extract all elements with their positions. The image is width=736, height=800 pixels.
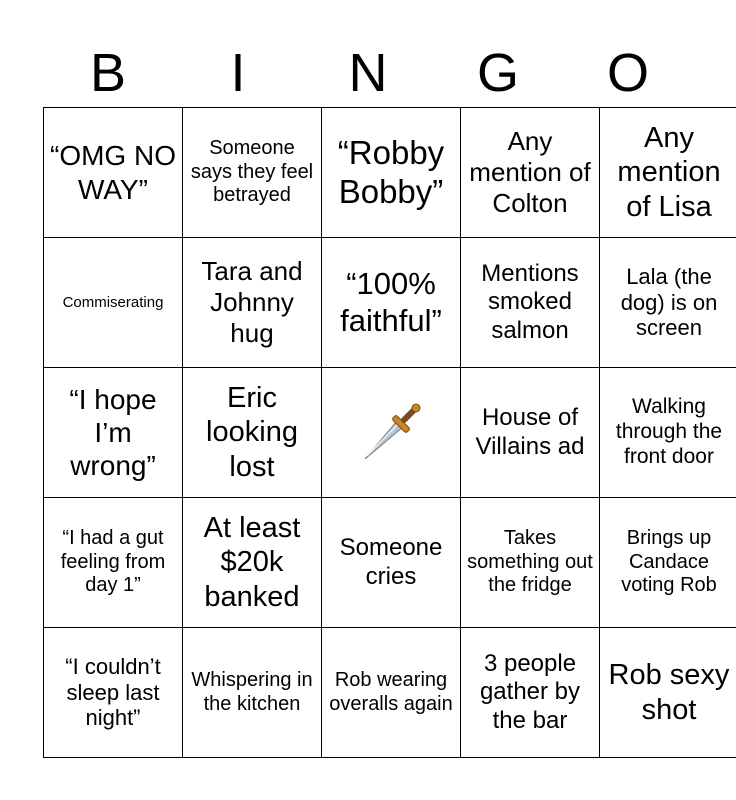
bingo-cell[interactable]: “I hope I’m wrong” xyxy=(44,368,183,498)
header-letter-g: G xyxy=(476,43,519,103)
bingo-cell[interactable]: Takes something out the fridge xyxy=(461,498,600,628)
bingo-row xyxy=(44,628,736,758)
bingo-cell[interactable]: “Robby Bobby” xyxy=(322,108,461,238)
bingo-cell[interactable]: Walking through the front door xyxy=(600,368,736,498)
bingo-cell[interactable]: Eric looking lost xyxy=(183,368,322,498)
bingo-row xyxy=(44,108,736,238)
bingo-cell[interactable]: Brings up Candace voting Rob xyxy=(600,498,736,628)
bingo-cell[interactable]: Rob sexy shot xyxy=(600,628,736,758)
bingo-cell[interactable]: House of Villains ad xyxy=(461,368,600,498)
bingo-cell[interactable]: Whispering in the kitchen xyxy=(183,628,322,758)
bingo-cell[interactable]: Any mention of Lisa xyxy=(600,108,736,238)
bingo-cell[interactable]: Someone cries xyxy=(322,498,461,628)
header-letter-i: I xyxy=(230,43,246,103)
bingo-cell[interactable]: “100% faithful” xyxy=(322,238,461,368)
bingo-cell[interactable]: “I had a gut feeling from day 1” xyxy=(44,498,183,628)
bingo-cell[interactable]: Any mention of Colton xyxy=(461,108,600,238)
bingo-card xyxy=(43,107,736,758)
bingo-cell[interactable]: Lala (the dog) is on screen xyxy=(600,238,736,368)
bingo-cell[interactable]: “I couldn’t sleep last night” xyxy=(44,628,183,758)
bingo-cell[interactable]: Tara and Johnny hug xyxy=(183,238,322,368)
bingo-row xyxy=(44,238,736,368)
header-letter-b: B xyxy=(89,43,127,103)
bingo-cell[interactable]: Rob wearing overalls again xyxy=(322,628,461,758)
free-space-cell[interactable] xyxy=(322,368,461,498)
bingo-header xyxy=(43,40,693,106)
bingo-cell[interactable]: “OMG NO WAY” xyxy=(44,108,183,238)
bingo-cell[interactable]: At least $20k banked xyxy=(183,498,322,628)
header-letter-n: N xyxy=(348,43,388,103)
bingo-row xyxy=(44,498,736,628)
bingo-cell[interactable]: Mentions smoked salmon xyxy=(461,238,600,368)
bingo-cell[interactable]: Commiserating xyxy=(44,238,183,368)
header-letter-o: O xyxy=(606,43,649,103)
bingo-row xyxy=(44,368,736,498)
dagger-icon xyxy=(356,398,426,468)
bingo-cell[interactable]: Someone says they feel betrayed xyxy=(183,108,322,238)
bingo-cell[interactable]: 3 people gather by the bar xyxy=(461,628,600,758)
